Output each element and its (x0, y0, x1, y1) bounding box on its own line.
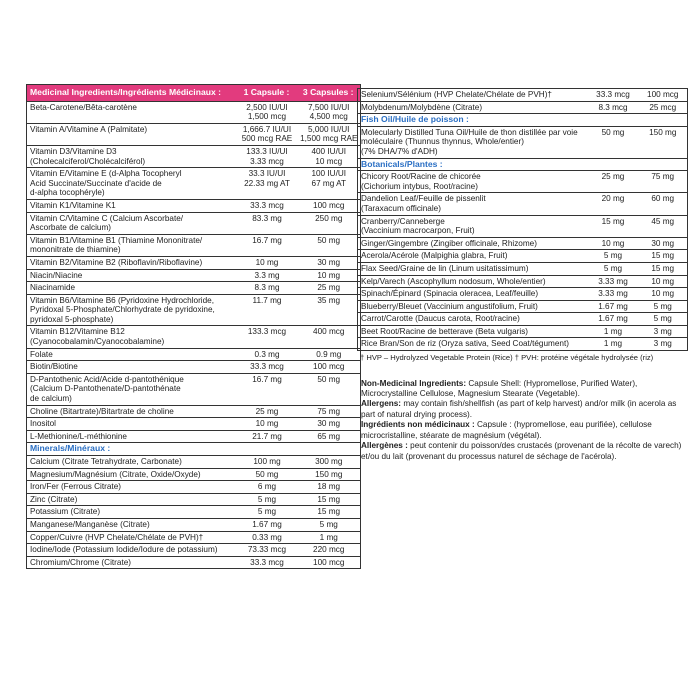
one-capsule-amount: 5 mg (588, 250, 638, 263)
table-row (27, 348, 361, 361)
non-medicinal-notes (357, 379, 687, 462)
one-capsule-amount: 21.7 mg (237, 430, 297, 443)
ingredient-name: Spinach/Épinard (Spinacia oleracea, Leaf/feuille) (358, 288, 588, 301)
ingredient-name: D-Pantothenic Acid/Acide d-pantothénique (Calcium D-Pantothenate/D-pantothénate de calcium) (27, 373, 237, 405)
ingredient-name: Kelp/Varech (Ascophyllum nodosum, Whole/entier) (358, 275, 588, 288)
three-capsule-amount: 5 mg (297, 518, 361, 531)
ingredient-name: Vitamin B6/Vitamine B6 (Pyridoxine Hydrochloride, Pyridoxal 5-Phosphate/Chlorhydrate de pyridoxine, pyridoxal 5-phosphate) (27, 294, 237, 326)
three-capsule-amount: 15 mg (297, 506, 361, 519)
one-capsule-amount: 3.3 mg (237, 269, 297, 282)
table-row (27, 361, 361, 374)
table-row (27, 168, 361, 200)
hvp-footnote: † HVP – Hydrolyzed Vegetable Protein (Rice) † PVH: protéine végétale hydrolysée (riz) (360, 353, 654, 363)
table-row (358, 250, 688, 263)
three-capsule-amount: 100 IU/UI 67 mg AT (297, 168, 361, 200)
table-row (27, 430, 361, 443)
three-capsule-amount: 35 mg (297, 294, 361, 326)
one-capsule-amount: 33.3 mcg (237, 361, 297, 374)
table-row (27, 531, 361, 544)
three-capsule-amount: 1 mg (297, 531, 361, 544)
ingredient-name: Niacinamide (27, 282, 237, 295)
allergens-fr-text: peut contenir du poisson/des crustacés (provenant de la récolte de varech) et/ou du lait (provenant du processus naturel de séchage de l'acérola). (361, 441, 682, 461)
three-capsule-amount: 25 mg (297, 282, 361, 295)
section-heading: Minerals/Minéraux : (27, 443, 361, 456)
ingredient-name: Beet Root/Racine de betterave (Beta vulgaris) (358, 325, 588, 338)
ingredient-name: Iron/Fer (Ferrous Citrate) (27, 481, 237, 494)
ingredient-name: Magnesium/Magnésium (Citrate, Oxide/Oxyde) (27, 468, 237, 481)
ingredient-name: Zinc (Citrate) (27, 493, 237, 506)
ingredient-name: L-Methionine/L-méthionine (27, 430, 237, 443)
left-ingredient-panel (26, 84, 360, 569)
ingredient-name: Molybdenum/Molybdène (Citrate) (358, 101, 588, 114)
three-capsule-amount: 45 mg (638, 215, 688, 237)
ingredient-name: Ginger/Gingembre (Zingiber officinale, Rhizome) (358, 237, 588, 250)
table-header-row (27, 85, 361, 102)
one-capsule-amount: 33.3 mcg (588, 89, 638, 102)
table-row (358, 313, 688, 326)
three-capsule-amount: 100 mcg (297, 556, 361, 569)
three-capsule-amount: 400 mcg (297, 326, 361, 348)
three-capsule-amount: 50 mg (297, 234, 361, 256)
one-capsule-amount: 10 mg (588, 237, 638, 250)
table-row (358, 275, 688, 288)
table-row (27, 101, 361, 123)
table-row (27, 506, 361, 519)
one-capsule-amount: 10 mg (237, 418, 297, 431)
allergens-fr (361, 441, 687, 462)
one-capsule-amount: 11.7 mg (237, 294, 297, 326)
ingredient-name: Carrot/Carotte (Daucus carota, Root/racine) (358, 313, 588, 326)
table-row (27, 282, 361, 295)
three-capsule-amount: 100 mcg (638, 89, 688, 102)
one-capsule-amount: 0.3 mg (237, 348, 297, 361)
ingredient-name: Chicory Root/Racine de chicorée (Cichorium intybus, Root/racine) (358, 171, 588, 193)
table-row (27, 256, 361, 269)
section-heading: Botanicals/Plantes : (358, 158, 688, 171)
one-capsule-amount: 25 mg (237, 405, 297, 418)
table-row (358, 101, 688, 114)
ingredient-name: Selenium/Sélénium (HVP Chelate/Chélate de PVH)† (358, 89, 588, 102)
three-capsule-amount: 25 mcg (638, 101, 688, 114)
one-capsule-amount: 8.3 mg (237, 282, 297, 295)
one-capsule-amount: 5 mg (588, 262, 638, 275)
ingredient-name: Niacin/Niacine (27, 269, 237, 282)
table-row (27, 518, 361, 531)
non-medicinal-text: Capsule Shell: (Hypromellose, Purified Water), Microcrystalline Cellulose, Magnesium Stearate (Vegetable). (361, 378, 638, 399)
one-capsule-amount: 50 mg (588, 126, 638, 158)
table-row (358, 262, 688, 275)
ingredient-name: Copper/Cuivre (HVP Chelate/Chélate de PVH)† (27, 531, 237, 544)
ingredient-name: Vitamin C/Vitamine C (Calcium Ascorbate/ Ascorbate de calcium) (27, 212, 237, 234)
table-row (27, 556, 361, 569)
ingredient-name: Acerola/Acérole (Malpighia glabra, Fruit) (358, 250, 588, 263)
ingredient-name: Vitamin E/Vitamine E (d-Alpha Tocopheryl Acid Succinate/Succinate d'acide de d-alpha tocophéryle) (27, 168, 237, 200)
three-capsule-amount: 75 mg (297, 405, 361, 418)
table-row (27, 294, 361, 326)
table-row (27, 269, 361, 282)
table-row (358, 215, 688, 237)
three-capsule-amount: 10 mg (297, 269, 361, 282)
ingredient-name: Vitamin B12/Vitamine B12 (Cyanocobalamin/Cyanocobalamine) (27, 326, 237, 348)
ingredient-name: Flax Seed/Graine de lin (Linum usitatissimum) (358, 262, 588, 275)
section-heading: Fish Oil/Huile de poisson : (358, 114, 688, 127)
table-row (358, 338, 688, 351)
ingredient-name: Vitamin B2/Vitamine B2 (Riboflavin/Riboflavine) (27, 256, 237, 269)
ingredient-name: Biotin/Biotine (27, 361, 237, 374)
one-capsule-amount: 83.3 mg (237, 212, 297, 234)
one-capsule-amount: 50 mg (237, 468, 297, 481)
three-capsule-amount: 30 mg (297, 256, 361, 269)
one-capsule-amount: 1.67 mg (237, 518, 297, 531)
three-capsule-amount: 15 mg (638, 262, 688, 275)
ingredient-name: Dandelion Leaf/Feuille de pissenlit (Taraxacum officinale) (358, 193, 588, 215)
ingredient-name: Rice Bran/Son de riz (Oryza sativa, Seed Coat/tégument) (358, 338, 588, 351)
one-capsule-amount: 1 mg (588, 325, 638, 338)
table-row (27, 544, 361, 557)
three-capsule-amount: 10 mg (638, 288, 688, 301)
three-capsule-amount: 5,000 IU/UI 1,500 mcg RAE (297, 123, 361, 145)
three-capsule-amount: 60 mg (638, 193, 688, 215)
header-one-capsule: 1 Capsule : (237, 85, 297, 102)
right-ingredient-panel (357, 88, 687, 462)
three-capsule-amount: 100 mcg (297, 199, 361, 212)
one-capsule-amount: 16.7 mg (237, 373, 297, 405)
three-capsule-amount: 3 mg (638, 338, 688, 351)
ingredient-name: Beta-Carotene/Bêta-carotène (27, 101, 237, 123)
one-capsule-amount: 1.67 mg (588, 313, 638, 326)
one-capsule-amount: 100 mg (237, 456, 297, 469)
non-medicinal-label: Non-Medicinal Ingredients: (361, 378, 467, 388)
table-row (27, 199, 361, 212)
section-heading-row (358, 114, 688, 127)
table-row (27, 326, 361, 348)
non-medicinal-fr-text: Capsule : (hypromellose, eau purifiée), cellulose microcristalline, stéarate de magnésium (végétal). (361, 420, 652, 440)
table-row (358, 171, 688, 193)
three-capsule-amount: 30 mg (638, 237, 688, 250)
left-table-body (27, 85, 361, 569)
ingredient-name: Manganese/Manganèse (Citrate) (27, 518, 237, 531)
three-capsule-amount: 150 mg (638, 126, 688, 158)
three-capsule-amount: 65 mg (297, 430, 361, 443)
one-capsule-amount: 8.3 mcg (588, 101, 638, 114)
one-capsule-amount: 6 mg (237, 481, 297, 494)
three-capsule-amount: 100 mcg (297, 361, 361, 374)
non-medicinal-fr-label: Ingrédients non médicinaux : (361, 420, 475, 430)
three-capsule-amount: 7,500 IU/UI 4,500 mcg (297, 101, 361, 123)
table-row (27, 234, 361, 256)
table-row (358, 237, 688, 250)
table-row (358, 300, 688, 313)
ingredient-name: Folate (27, 348, 237, 361)
one-capsule-amount: 1,666.7 IU/UI 500 mcg RAE (237, 123, 297, 145)
three-capsule-amount: 3 mg (638, 325, 688, 338)
header-ingredient: Medicinal Ingredients/Ingrédients Médicinaux : (27, 85, 237, 102)
table-row (27, 405, 361, 418)
table-row (27, 468, 361, 481)
table-row (358, 325, 688, 338)
one-capsule-amount: 20 mg (588, 193, 638, 215)
table-row (27, 123, 361, 145)
ingredient-name: Calcium (Citrate Tetrahydrate, Carbonate) (27, 456, 237, 469)
medicinal-ingredients-table (26, 84, 361, 569)
table-row (27, 145, 361, 167)
three-capsule-amount: 300 mg (297, 456, 361, 469)
allergens-label: Allergens: (361, 399, 402, 409)
one-capsule-amount: 133.3 IU/UI 3.33 mcg (237, 145, 297, 167)
one-capsule-amount: 33.3 mcg (237, 199, 297, 212)
ingredient-name: Vitamin K1/Vitamine K1 (27, 199, 237, 212)
ingredient-name: Blueberry/Bleuet (Vaccinium angustifolium, Fruit) (358, 300, 588, 313)
header-three-capsules: 3 Capsules : (297, 85, 361, 102)
table-row (27, 212, 361, 234)
three-capsule-amount: 220 mcg (297, 544, 361, 557)
three-capsule-amount: 150 mg (297, 468, 361, 481)
allergens-text: may contain fish/shellfish (as part of kelp harvest) and/or milk (in acerola as part of natural drying process). (361, 399, 677, 419)
one-capsule-amount: 133.3 mcg (237, 326, 297, 348)
three-capsule-amount: 18 mg (297, 481, 361, 494)
table-row (358, 193, 688, 215)
table-row (358, 126, 688, 158)
table-row (27, 493, 361, 506)
one-capsule-amount: 2,500 IU/UI 1,500 mcg (237, 101, 297, 123)
allergens-fr-label: Allergènes : (361, 441, 408, 451)
one-capsule-amount: 1.67 mg (588, 300, 638, 313)
three-capsule-amount: 75 mg (638, 171, 688, 193)
non-medicinal-en (361, 379, 687, 400)
three-capsule-amount: 10 mg (638, 275, 688, 288)
non-medicinal-fr (361, 420, 687, 441)
one-capsule-amount: 3.33 mg (588, 288, 638, 301)
allergens-en (361, 399, 687, 420)
three-capsule-amount: 15 mg (638, 250, 688, 263)
table-row (358, 89, 688, 102)
ingredient-name: Vitamin B1/Vitamine B1 (Thiamine Mononitrate/ mononitrate de thiamine) (27, 234, 237, 256)
ingredient-name: Inositol (27, 418, 237, 431)
ingredient-name: Choline (Bitartrate)/Bitartrate de choline (27, 405, 237, 418)
table-row (27, 456, 361, 469)
one-capsule-amount: 5 mg (237, 493, 297, 506)
ingredient-name: Molecularly Distilled Tuna Oil/Huile de thon distillée par voie moléculaire (Thunnus thynnus, Whole/entier) (7% DHA/7% d'ADH) (358, 126, 588, 158)
table-row (27, 481, 361, 494)
ingredient-name: Iodine/Iode (Potassium Iodide/Iodure de potassium) (27, 544, 237, 557)
one-capsule-amount: 33.3 mcg (237, 556, 297, 569)
ingredient-name: Vitamin D3/Vitamine D3 (Cholecalciferol/Cholécalciférol) (27, 145, 237, 167)
ingredient-name: Potassium (Citrate) (27, 506, 237, 519)
table-row (27, 418, 361, 431)
one-capsule-amount: 15 mg (588, 215, 638, 237)
ingredient-name: Cranberry/Canneberge (Vaccinium macrocarpon, Fruit) (358, 215, 588, 237)
one-capsule-amount: 1 mg (588, 338, 638, 351)
table-row (358, 288, 688, 301)
three-capsule-amount: 50 mg (297, 373, 361, 405)
three-capsule-amount: 250 mg (297, 212, 361, 234)
one-capsule-amount: 5 mg (237, 506, 297, 519)
three-capsule-amount: 400 IU/UI 10 mcg (297, 145, 361, 167)
additional-ingredients-table (357, 88, 688, 351)
table-row (27, 373, 361, 405)
one-capsule-amount: 10 mg (237, 256, 297, 269)
three-capsule-amount: 5 mg (638, 313, 688, 326)
three-capsule-amount: 5 mg (638, 300, 688, 313)
ingredient-name: Chromium/Chrome (Citrate) (27, 556, 237, 569)
ingredient-name: Vitamin A/Vitamine A (Palmitate) (27, 123, 237, 145)
section-heading-row (27, 443, 361, 456)
one-capsule-amount: 16.7 mg (237, 234, 297, 256)
right-table-body (358, 89, 688, 351)
one-capsule-amount: 3.33 mg (588, 275, 638, 288)
one-capsule-amount: 33.3 IU/UI 22.33 mg AT (237, 168, 297, 200)
section-heading-row (358, 158, 688, 171)
one-capsule-amount: 73.33 mcg (237, 544, 297, 557)
three-capsule-amount: 15 mg (297, 493, 361, 506)
one-capsule-amount: 0.33 mg (237, 531, 297, 544)
three-capsule-amount: 30 mg (297, 418, 361, 431)
one-capsule-amount: 25 mg (588, 171, 638, 193)
three-capsule-amount: 0.9 mg (297, 348, 361, 361)
